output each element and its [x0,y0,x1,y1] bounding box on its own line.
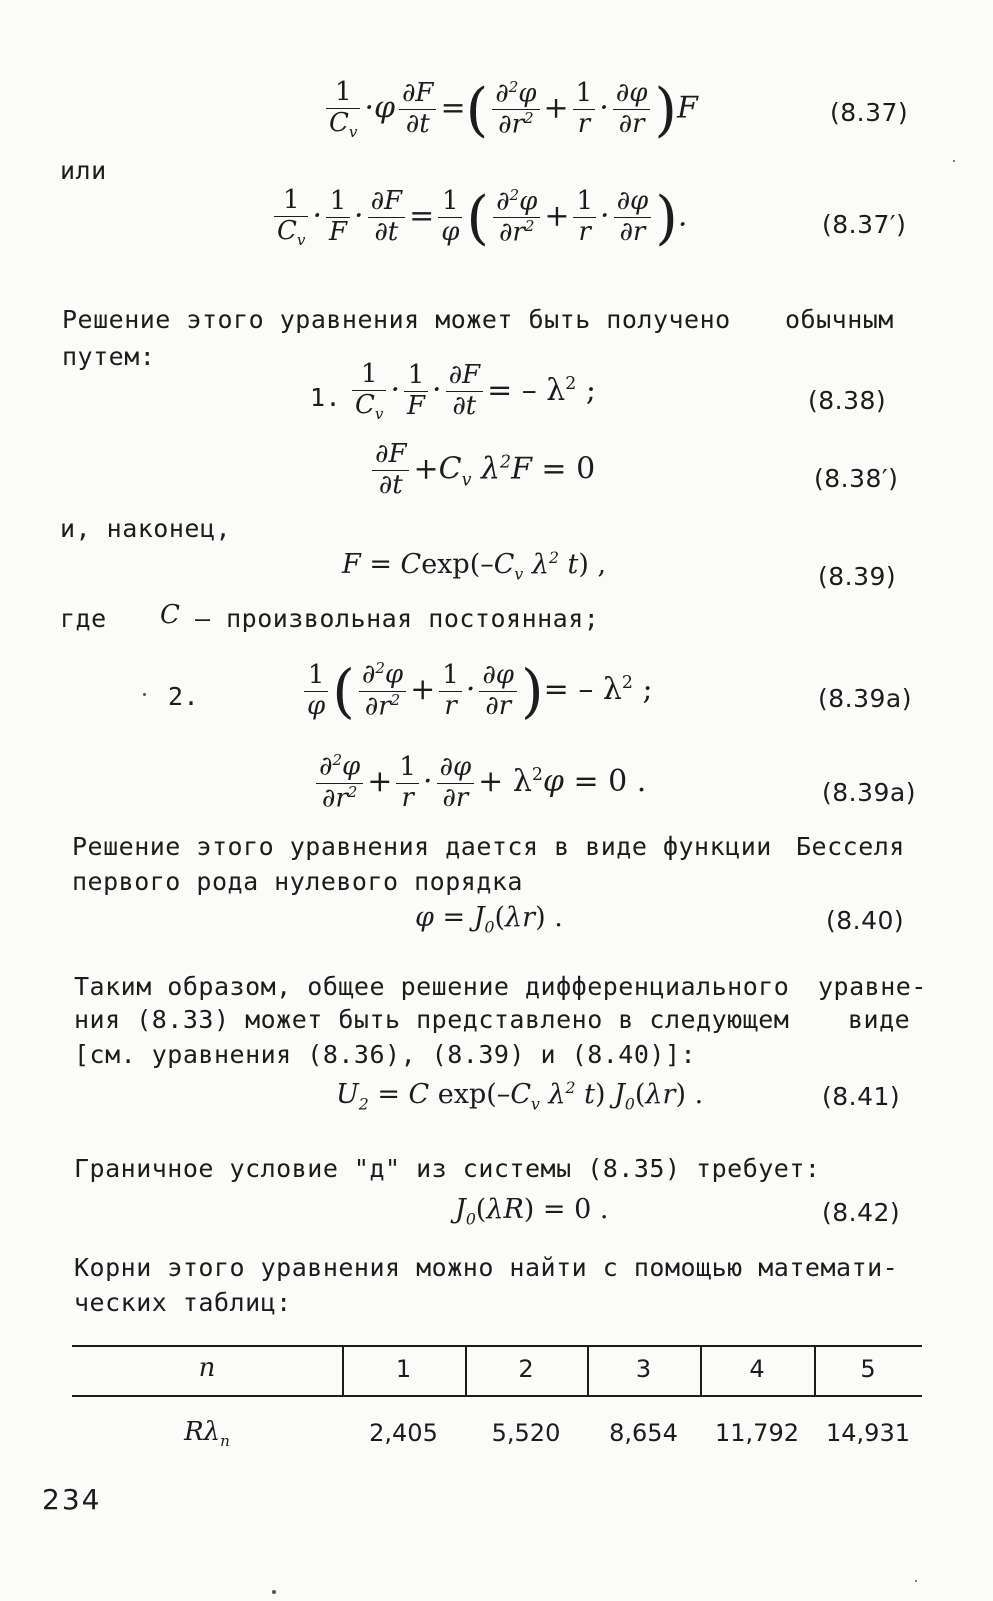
equation-8-37-prime: $\frac{1}{C_v}$ · $\frac{1}{F}$ · $\frac{\partial F}{\partial t}$ = $\frac{1}{\varphi}$ ( $\frac{\partial^2\varphi}{\partial r^2}$ + $\frac{1}{r}$ · $\frac{\partial\varphi}{\partial r}$ ). [270,186,687,249]
table-cell: 11,792 [715,1419,799,1447]
table-cell: 2,405 [369,1419,438,1447]
scan-speck [143,693,146,696]
paragraph-line: Таким образом, общее решение дифференциального [74,972,790,1001]
table-header-cell: 1 [395,1355,412,1383]
equation-8-37: $\frac{1}{C_v}$ ·φ $\frac{\partial F}{\partial t}$ =( $\frac{\partial^2\varphi}{\partial r^2}$ + $\frac{1}{r}$ · $\frac{\partial\varphi}{\partial r}$ )F [322,78,698,141]
table-header-cell: 2 [518,1355,534,1383]
scan-speck [272,1590,276,1594]
equation-number: (8.37) [830,98,909,127]
table-header-label: n [198,1353,216,1383]
scan-speck [953,160,955,162]
equation-number: (8.38) [808,386,887,415]
table-header-cell: 5 [860,1355,876,1383]
text-or: или [60,156,107,185]
paragraph-line: уравне- [818,972,927,1001]
table-cell: 8,654 [609,1419,678,1447]
list-marker: 1. [310,383,342,412]
paragraph-line: Решение этого уравнения может быть получено [62,305,731,334]
equation-number: (8.40) [826,906,905,935]
equation-8-39: $F = Cexp(-C_v$ $\lambda^2$ t) , [342,548,607,584]
scan-speck [915,1580,917,1582]
equation-8-40: $\varphi = J_0(\lambda r)$ . [415,902,563,937]
table-header-cell: 3 [635,1355,652,1383]
table-cell: 5,520 [491,1419,561,1447]
paragraph-line: первого рода нулевого порядка [72,867,523,896]
table-cell: 14,931 [826,1419,910,1447]
paragraph-line: Решение этого уравнения дается в виде функции [72,832,772,861]
table-header-cell: 4 [749,1355,765,1383]
equation-number: (8.37′) [822,210,907,239]
paragraph-line: ческих таблиц: [74,1288,292,1317]
paragraph-line: – произвольная постоянная; [195,604,600,633]
equation-8-42: $J_0(\lambda R) = 0$ . [455,1194,609,1229]
paragraph-line: ния (8.33) может быть представлено в следующем [74,1005,790,1034]
paragraph-line: виде [848,1005,911,1034]
paragraph-line: Корни этого уравнения можно найти с помощью математи- [74,1253,899,1282]
equation-8-38: $\frac{1}{C_v}$ · $\frac{1}{F}$ · $\frac{\partial F}{\partial t}$ = – $\lambda^2$ ; [348,360,596,423]
equation-8-39a-second: $\frac{\partial^2\varphi}{\partial r^2}$ + $\frac{1}{r}$ · $\frac{\partial\varphi}{\partial r}$ + $\lambda^2\varphi = 0$ . [312,752,646,814]
table-top-rule [72,1345,922,1347]
page-number: 234 [42,1483,102,1516]
table-row-label: $R\lambda_n$ [184,1417,230,1451]
paragraph-line: путем: [62,342,156,371]
equation-number: (8.42) [822,1198,901,1227]
paragraph-line: обычным [785,305,894,334]
table-header-rule [72,1395,922,1397]
equation-number: (8.39a) [822,778,916,807]
paragraph-line: [см. уравнения (8.36), (8.39) и (8.40)]: [74,1040,697,1069]
equation-8-41: $U_2 = C$ $\exp(-C_v$ $\lambda^2$ t) $J_0(\lambda r)$ . [336,1078,704,1114]
equation-number: (8.38′) [814,464,899,493]
equation-8-39a: $\frac{1}{\varphi}$ ( $\frac{\partial^2\varphi}{\partial r^2}$ + $\frac{1}{r}$ · $\frac{\partial\varphi}{\partial r}$ )= – $\lambda^2$ ; [300,660,653,722]
equation-number: (8.41) [822,1082,901,1111]
equation-8-38-prime: $\frac{\partial F}{\partial t}$ $+C_v$ $\lambda^2F = 0$ [368,440,595,501]
paragraph-line: Граничное условие "д" из системы (8.35) требует: [74,1154,821,1183]
equation-number: (8.39) [818,562,897,591]
paragraph-line: Бесселя [796,832,905,861]
list-marker: 2. [168,682,200,711]
equation-number: (8.39a) [818,684,912,713]
constant-symbol: C [160,600,180,630]
paragraph-line: где [60,604,107,633]
paragraph-line: и, наконец, [60,514,232,543]
